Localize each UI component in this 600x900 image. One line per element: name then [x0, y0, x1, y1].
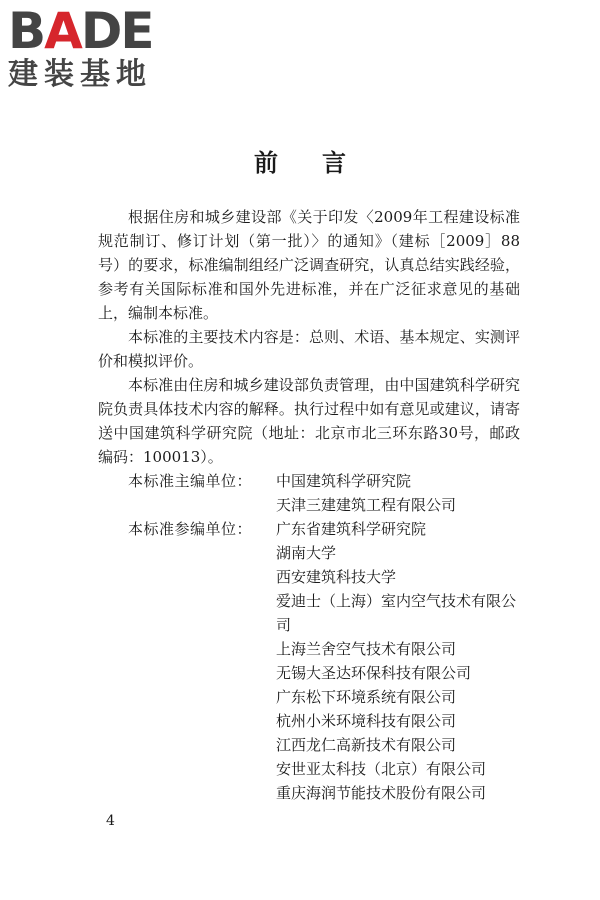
participating-units-section	[128, 517, 520, 805]
preface-body	[98, 205, 520, 805]
paragraph-background: 根据住房和城乡建设部《关于印发〈2009年工程建设标准规范制订、修订计划（第一批）〉的通知》（建标［2009］88号）的要求，标准编制组经广泛调查研究，认真总结实践经验，参考有关国际标准和国外先进标准，并在广泛征求意见的基础上，编制本标准。	[98, 208, 520, 322]
bade-logo	[8, 2, 178, 92]
chief-units-label: 本标准主编单位：	[128, 472, 253, 490]
chief-units-section	[128, 469, 520, 517]
participating-unit-item: 西安建筑科技大学	[276, 568, 397, 586]
participating-unit-item: 江西龙仁高新技术有限公司	[276, 736, 457, 754]
participating-unit-item: 上海兰舍空气技术有限公司	[276, 640, 457, 658]
page-title: 前言	[254, 148, 390, 177]
page-number: 4	[106, 813, 115, 829]
chief-units-list	[276, 469, 520, 517]
participating-unit-item: 安世亚太科技（北京）有限公司	[276, 760, 487, 778]
chief-unit-item: 天津三建建筑工程有限公司	[276, 496, 457, 514]
participating-units-list	[276, 517, 520, 805]
logo-wordmark	[8, 2, 178, 60]
participating-unit-item: 湖南大学	[276, 544, 337, 562]
logo-letter-b: B	[8, 2, 45, 60]
participating-unit-item: 无锡大圣达环保科技有限公司	[276, 664, 472, 682]
participating-units-label: 本标准参编单位：	[128, 520, 253, 538]
logo-subtitle: 建装基地	[8, 57, 152, 92]
participating-unit-item: 广东省建筑科学研究院	[276, 520, 427, 538]
logo-letters-de: DE	[80, 2, 153, 60]
participating-unit-item: 杭州小米环境科技有限公司	[276, 712, 457, 730]
chief-unit-item: 中国建筑科学研究院	[276, 472, 412, 490]
paragraph-management: 本标准由住房和城乡建设部负责管理，由中国建筑科学研究院负责具体技术内容的解释。执行过程中如有意见或建议，请寄送中国建筑科学研究院（地址：北京市北三环东路30号，邮政编码：100013）。	[98, 376, 520, 466]
paragraph-technical-content: 本标准的主要技术内容是：总则、术语、基本规定、实测评价和模拟评价。	[98, 328, 520, 370]
participating-unit-item: 广东松下环境系统有限公司	[276, 688, 457, 706]
participating-unit-item: 重庆海润节能技术股份有限公司	[276, 784, 487, 802]
participating-unit-item: 爱迪士（上海）室内空气技术有限公司	[276, 592, 517, 634]
logo-letter-a: A	[44, 2, 81, 60]
